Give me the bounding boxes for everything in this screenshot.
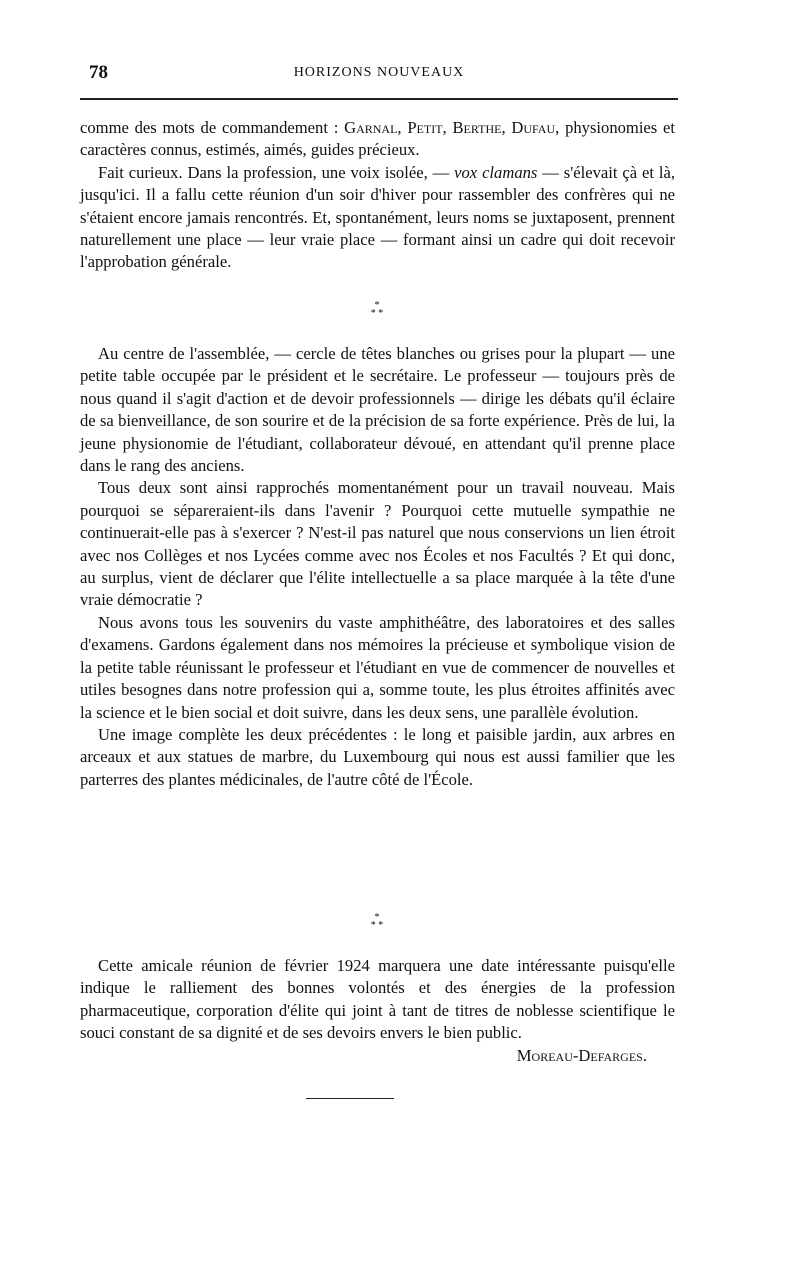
paragraph-text: physionomies et caractères connus, estimés, aimés, guides précieux. [80,118,675,160]
author-signature: Moreau-Defarges. [516,1045,647,1065]
section-1 [80,117,675,274]
closing-rule [306,1098,394,1099]
paragraph-text: — s'élevait çà et là, jusqu'ici. Il a fallu cette réunion d'un soir d'hiver pour rassembler des confrères qui ne s'étaient encore jamais rencontrés. Et, spontanément, leurs noms se juxtaposent, prennent naturellement une place — leur vraie place — formant ainsi un cadre qui doit recevoir l'approbation générale. [80,162,676,272]
latin-phrase: vox clamans [454,162,538,182]
paragraph-text: Cette amicale réunion de février 1924 marquera une date intéressante puisqu'elle indique le ralliement des bonnes volontés et des énergies de la profession pharmaceutique, corporation d'élite qui joint à tant de titres de noblesse scientifique le souci constant de sa dignité et de ses devoirs envers le bien public. [80,956,675,1043]
paragraph: Une image complète les deux précédentes : le long et paisible jardin, aux arbres en arceaux et aux statues de marbre, du Luxembourg qui nous est aussi familier que les parterres des plantes médicinales, de l'autre côté de l'École. [80,724,675,789]
asterism-top: * [374,912,380,923]
section-2 [80,343,675,791]
paragraph: Nous avons tous les souvenirs du vaste amphithéâtre, des laboratoires et des salles d'examens. Gardons également dans nos mémoires la précieuse et symbolique vision de la petite table réunissant le professeur et l'étudiant en vue de commencer de nouvelles et utiles besognes dans notre profession qui a, somme toute, les plus étroites affinités avec la science et le bien social et doit suivre, dans les deux sens, une parallèle évolution. [80,612,675,722]
paragraph: Tous deux sont ainsi rapprochés momentanément pour un travail nouveau. Mais pourquoi se sépareraient-ils dans l'avenir ? Pourquoi cette mutuelle sympathie ne continuerait-elle pas à s'exercer ? N'est-il pas naturel que nous conservions un lien étroit avec nos Collèges et nos Lycées comme avec nos Écoles et nos Facultés ? Et qui donc, au surplus, vient de déclarer que l'élite intellectuelle a sa place marquée à la tête d'une vraie démocratie ? [80,478,675,610]
paragraph [80,117,675,162]
paragraph [80,162,675,274]
paragraph: Au centre de l'assemblée, — cercle de têtes blanches ou grises pour la plupart — une petite table occupée par le président et le secrétaire. Le professeur — toujours près de nous quand il s'agit d'action et de devoir professionnels — dirige les débats qu'il éclaire de sa bienveillance, de son sourire et de la précision de sa forte expérience. Près de lui, la jeune physionomie de l'étudiant, collaborateur dévoué, en attendant qu'il prenne place dans le rang des anciens. [80,344,675,476]
running-title: HORIZONS NOUVEAUX [293,65,465,80]
page-number: 78 [89,62,108,83]
header-rule [80,98,678,100]
section-separator [362,302,392,318]
asterism-bottom: * * [370,920,384,931]
page-header [80,62,678,86]
asterism-bottom: * * [370,308,384,319]
names-list: Garnal, Petit, Berthe, Dufau, [344,118,560,137]
section-separator [362,914,392,930]
paragraph-text: Fait curieux. Dans la profession, une voix isolée, — [98,162,455,182]
paragraph [80,955,675,1065]
section-3 [80,955,675,1067]
paragraph-text: comme des mots de commandement : [80,118,345,137]
asterism-top: * [374,300,380,311]
